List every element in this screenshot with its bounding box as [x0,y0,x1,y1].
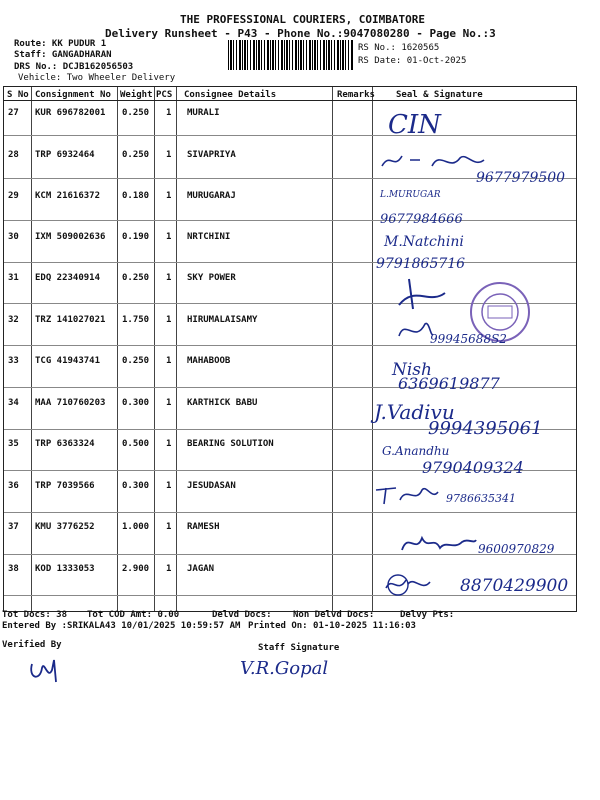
row-sno: 29 [8,191,19,201]
row-weight: 0.250 [122,108,150,118]
row-weight: 0.190 [122,232,150,242]
row-consignee: KARTHICK BABU [187,398,258,408]
col-seal-signature: Seal & Signature [396,90,483,100]
drs-label: DRS No.: DCJB162056503 [14,62,134,72]
staff-signature: V.R.Gopal [240,658,329,679]
rs-number: RS No.: 1620565 [358,43,440,53]
company-title: THE PROFESSIONAL COURIERS, COIMBATORE [180,13,426,26]
entered-by: Entered By :SRIKALA43 10/01/2025 10:59:57 AM [2,621,241,631]
signature-scribble-row-31 [395,275,455,315]
verified-by-label: Verified By [2,640,62,650]
row-sno: 37 [8,522,19,532]
row-consignment: KUR 696782001 [35,108,106,118]
phone-row-33: 6369619877 [398,374,500,393]
row-pcs: 1 [166,315,172,325]
barcode [228,40,354,70]
row-consignment: KOD 1333053 [35,564,95,574]
row-consignment: TCG 41943741 [35,356,101,366]
row-consignee: NRTCHINI [187,232,231,242]
row-consignment: KMU 3776252 [35,522,95,532]
phone-row-38: 8870429900 [460,576,569,596]
signature-row-30: M.Natchini [384,234,464,250]
row-sno: 33 [8,356,19,366]
row-sno: 27 [8,108,19,118]
col-consignment: Consignment No [35,90,111,100]
delivered-docs: Delvd Docs: [212,610,272,620]
row-sno: 36 [8,481,19,491]
phone-row-36: 9786635341 [446,492,516,505]
signature-row-27: CIN [388,110,441,140]
row-consignment: TRP 6363324 [35,439,95,449]
phone-row-32: 99945688S2 [430,332,507,346]
phone-row-37: 9600970829 [478,542,555,556]
row-pcs: 1 [166,191,172,201]
row-consignee: BEARING SOLUTION [187,439,274,449]
row-consignee: MURUGARAJ [187,191,236,201]
signature-scribble-row-32 [395,316,435,346]
rs-date: RS Date: 01-Oct-2025 [358,56,467,66]
phone-row-30: 9791865716 [376,256,466,272]
row-pcs: 1 [166,150,172,160]
row-weight: 0.250 [122,356,150,366]
table-row [4,94,576,136]
row-consignee: RAMESH [187,522,220,532]
signature-scribble-row-36 [372,482,442,508]
total-docs: Tot Docs: 38 [2,610,68,620]
row-consignee: HIRUMALAISAMY [187,315,258,325]
signature-row-33: Nish [392,360,432,380]
col-sno: S No [7,90,29,100]
row-pcs: 1 [166,356,172,366]
row-weight: 1.000 [122,522,150,532]
row-consignee: SIVAPRIYA [187,150,236,160]
phone-row-34: 9994395061 [428,418,543,439]
row-pcs: 1 [166,108,172,118]
col-remarks: Remarks [337,90,375,100]
row-weight: 0.300 [122,481,150,491]
row-sno: 34 [8,398,19,408]
non-delivered-docs: Non Delvd Docs: [293,610,375,620]
row-weight: 0.250 [122,150,150,160]
route-label: Route: KK PUDUR 1 [14,39,107,49]
row-consignee: MAHABOOB [187,356,231,366]
row-weight: 1.750 [122,315,150,325]
row-pcs: 1 [166,273,172,283]
vehicle-label: Vehicle: Two Wheeler Delivery [18,73,176,83]
row-sno: 31 [8,273,19,283]
printed-on: Printed On: 01-10-2025 11:16:03 [248,621,416,631]
row-sno: 28 [8,150,19,160]
phone-row-28: 9677979500 [476,170,566,186]
total-cod-amount: Tot COD Amt: 0.00 [87,610,180,620]
row-sno: 30 [8,232,19,242]
row-consignee: MURALI [187,108,220,118]
signature-row-34: J.Vadivu [374,400,455,424]
row-weight: 0.250 [122,273,150,283]
row-consignment: IXM 509002636 [35,232,106,242]
row-sno: 35 [8,439,19,449]
row-consignment: MAA 710760203 [35,398,106,408]
row-pcs: 1 [166,522,172,532]
staff-signature-label: Staff Signature [258,643,340,653]
col-consignee: Consignee Details [184,90,277,100]
row-pcs: 1 [166,398,172,408]
staff-label: Staff: GANGADHARAN [14,50,112,60]
row-weight: 0.500 [122,439,150,449]
row-consignment: TRP 7039566 [35,481,95,491]
runsheet-title: Delivery Runsheet - P43 - Phone No.:9047080280 - Page No.:3 [105,27,496,40]
row-consignment: KCM 21616372 [35,191,101,201]
delivery-points: Delvy Pts: [400,610,455,620]
row-consignee: JESUDASAN [187,481,236,491]
phone-row-29: 9677984666 [380,212,463,227]
row-consignment: TRP 6932464 [35,150,95,160]
phone-row-35: 9790409324 [422,458,524,477]
col-weight: Weight [120,90,153,100]
row-consignee: JAGAN [187,564,215,574]
verifier-signature [26,656,66,686]
signature-scribble-row-37 [398,528,478,558]
row-weight: 2.900 [122,564,150,574]
row-pcs: 1 [166,439,172,449]
row-consignment: EDQ 22340914 [35,273,101,283]
col-pcs: PCS [156,90,173,100]
row-pcs: 1 [166,232,172,242]
signature-row-29: L.MURUGAR [380,190,441,200]
row-pcs: 1 [166,481,172,491]
row-sno: 32 [8,315,19,325]
row-consignment: TRZ 141027021 [35,315,106,325]
table-row [4,218,576,260]
signature-row-35: G.Anandhu [382,444,450,458]
row-weight: 0.300 [122,398,150,408]
signature-scribble-row-38 [378,572,438,598]
row-weight: 0.180 [122,191,150,201]
row-sno: 38 [8,564,19,574]
row-consignee: SKY POWER [187,273,236,283]
row-pcs: 1 [166,564,172,574]
